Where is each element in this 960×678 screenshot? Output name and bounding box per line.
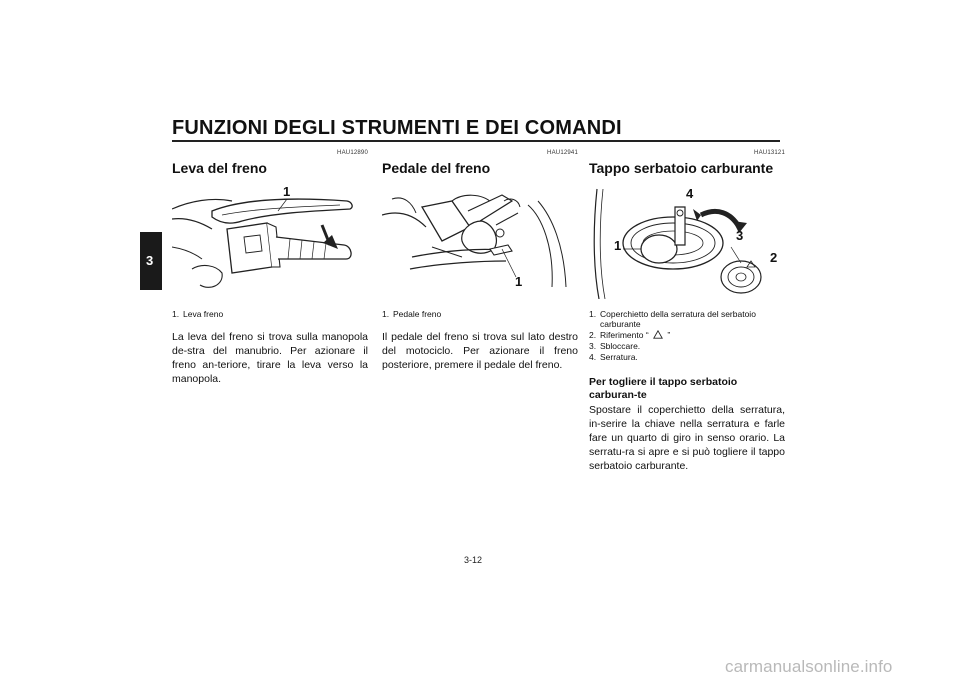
body-paragraph: Il pedale del freno si trova sul lato destro del motociclo. Per azionare il freno posteriore, premere il pedale del freno.	[382, 331, 578, 371]
callout-3	[735, 227, 749, 243]
caption-text: Pedale freno	[393, 309, 442, 319]
caption-item	[589, 352, 785, 362]
caption-number: 4.	[589, 352, 597, 362]
reference-code: HAU13121	[754, 150, 785, 156]
caption-number: 2.	[589, 330, 597, 340]
column-brake-lever	[172, 150, 368, 386]
caption-text: Leva freno	[183, 309, 224, 319]
caption-list	[382, 309, 578, 319]
reference-code: HAU12890	[337, 150, 368, 156]
callout-label: 1	[283, 184, 291, 199]
section-heading: Tappo serbatoio carburante	[589, 160, 774, 176]
page-title: FUNZIONI DEGLI STRUMENTI E DEI COMANDI	[172, 117, 622, 139]
body-paragraph: Spostare il coperchietto della serratura, in-serire la chiave nella serratura e farle fare un quarto di giro in senso orario. La serratu-ra si apre e si può togliere il tappo serbatoio carburante.	[589, 404, 785, 472]
callout-label: 4	[686, 186, 694, 201]
caption-number: 3.	[589, 341, 597, 351]
callout-1	[613, 237, 627, 253]
title-rule	[172, 140, 780, 142]
brake-pedal-drawing	[382, 187, 578, 299]
section-number: 3	[146, 253, 154, 268]
caption-text-before: Riferimento “	[600, 330, 649, 340]
caption-item	[589, 309, 785, 329]
callout-label: 2	[770, 250, 778, 265]
section-heading: Pedale del freno	[382, 160, 491, 176]
procedure-subheading: Per togliere il tappo serbatoio carburan-te	[589, 376, 738, 401]
caption-item	[589, 330, 785, 340]
page-number: 3-12	[464, 555, 483, 565]
caption-item	[589, 341, 785, 351]
watermark: carmanualsonline.info	[725, 657, 893, 676]
reference-code: HAU12941	[547, 150, 578, 156]
caption-item	[382, 309, 578, 319]
callout-1	[282, 184, 296, 199]
column-brake-pedal	[382, 150, 578, 372]
caption-list	[589, 309, 785, 362]
body-paragraph: La leva del freno si trova sulla manopola de-stra del manubrio. Per azionare il freno an-teriore, tirare la leva verso la manopola.	[172, 331, 368, 385]
caption-list	[172, 309, 368, 319]
caption-text: Sbloccare.	[600, 341, 641, 351]
brake-pedal-illustration	[382, 187, 578, 299]
callout-4	[685, 187, 699, 201]
caption-text: Coperchietto della serratura del serbatoio carburante	[600, 309, 756, 329]
caption-number: 1.	[589, 309, 597, 319]
caption-item	[172, 309, 368, 319]
brake-lever-illustration	[172, 184, 368, 299]
fuel-cap-illustration	[589, 187, 785, 299]
callout-label: 1	[614, 238, 622, 253]
caption-text-with-symbol	[600, 330, 785, 340]
callout-2	[769, 249, 783, 265]
brake-lever-drawing	[172, 184, 368, 299]
callout-label: 1	[515, 274, 523, 289]
section-heading: Leva del freno	[172, 160, 267, 176]
callout-1	[514, 273, 528, 289]
callout-label: 3	[736, 228, 744, 243]
column-fuel-tank-cap	[589, 150, 785, 473]
caption-number: 1.	[172, 309, 180, 319]
triangle-mark-icon	[653, 330, 663, 339]
caption-text: Serratura.	[600, 352, 638, 362]
caption-text-after: ”	[667, 330, 671, 340]
caption-number: 1.	[382, 309, 390, 319]
